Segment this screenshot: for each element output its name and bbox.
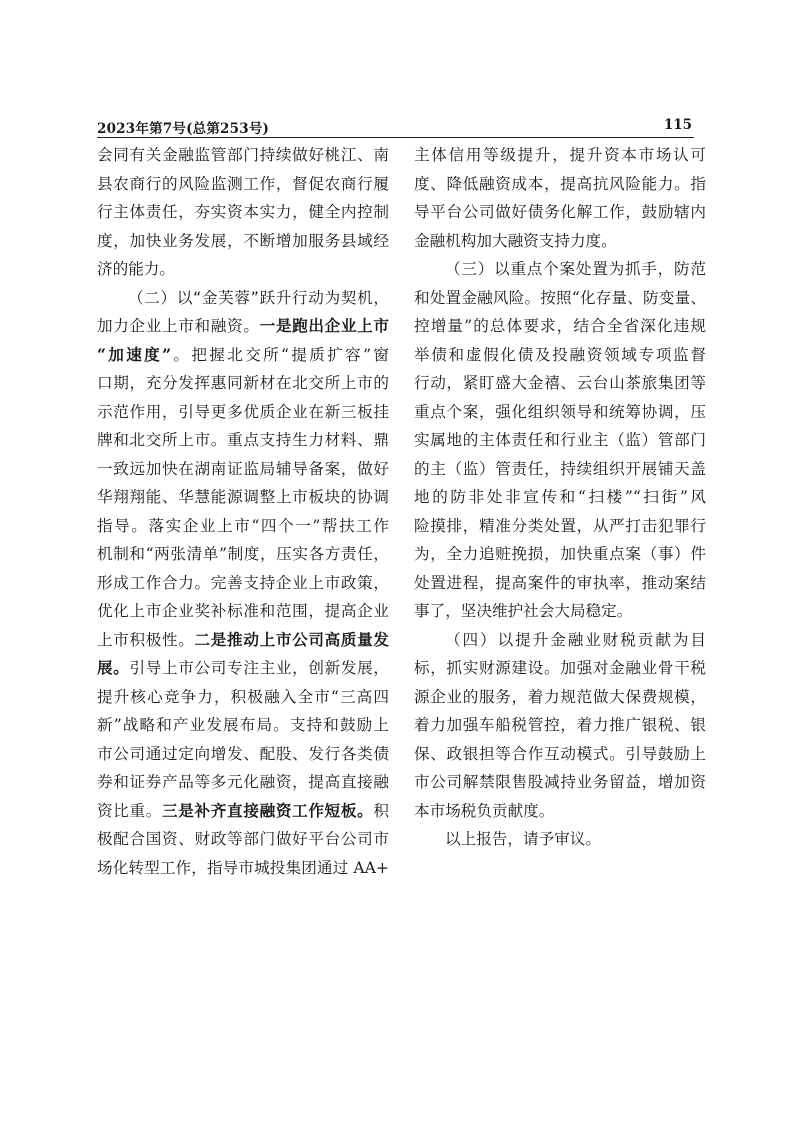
text-line: [97, 398, 389, 427]
text-line: [97, 711, 389, 740]
text-line: [414, 426, 706, 455]
body-text: 指导。落实企业上市“四个一”帮扶工作: [97, 516, 389, 535]
body-text: 市公司通过定向增发、配股、发行各类债: [97, 744, 389, 763]
body-text: 举债和虚假化债及投融资领域专项监督: [414, 345, 706, 364]
body-text: 上市积极性。: [97, 630, 195, 649]
text-line: [414, 825, 706, 854]
text-line: [414, 483, 706, 512]
text-line: [97, 341, 389, 370]
body-text: 源企业的服务，着力规范做大保费规模，: [414, 687, 706, 706]
body-text: 事了，坚决维护社会大局稳定。: [414, 602, 633, 620]
text-line: [97, 170, 389, 199]
body-text: 提升核心竞争力，积极融入全市“三高四: [97, 687, 389, 706]
bold-phrase: “加速度”: [97, 344, 172, 364]
section-heading-text: 标，抓实财源建设。: [414, 659, 561, 677]
body-text: 。把握北交所“提质扩容”窗: [171, 345, 389, 364]
left-text-column: [97, 141, 389, 882]
text-line: [414, 141, 706, 170]
body-text: 金融机构加大融资支持力度。: [414, 231, 617, 250]
body-text: 控增量”的总体要求，结合全省深化违规: [414, 317, 706, 335]
body-text: 积: [373, 801, 389, 820]
body-text: 示范作用，引导更多优质企业在新三板挂: [97, 402, 389, 421]
text-line: [414, 512, 706, 541]
text-line: [414, 255, 706, 284]
text-line: [414, 312, 706, 341]
text-line: [97, 483, 389, 512]
text-line: [97, 797, 389, 826]
body-text: 重点个案，强化组织领导和统筹协调，压: [414, 402, 706, 421]
text-line: [414, 540, 706, 569]
text-line: [97, 768, 389, 797]
text-line: [97, 740, 389, 769]
text-line: [414, 683, 706, 712]
text-line: [414, 740, 706, 769]
text-line: [414, 198, 706, 227]
body-text: 优化上市企业奖补标准和范围，提高企业: [97, 602, 389, 620]
body-text: 引导上市公司专注主业，创新发展，: [129, 659, 389, 677]
text-line: [97, 198, 389, 227]
section-heading-text: 和处置金融风险。: [414, 288, 541, 307]
text-line: [97, 626, 389, 655]
body-text: 新”战略和产业发展布局。支持和鼓励上: [97, 716, 389, 734]
body-text: 华翔翔能、华慧能源调整上市板块的协调: [97, 488, 389, 506]
body-text: 以上报告，请予审议。: [445, 830, 601, 848]
text-line: [97, 683, 389, 712]
body-text: 牌和北交所上市。重点支持生力材料、鼎: [97, 431, 389, 449]
bold-phrase: 一是跑出企业上市: [259, 316, 389, 335]
body-text: 保、政银担等合作互动模式。引导鼓励上: [414, 744, 706, 763]
body-text: 按照“化存量、防变量、: [540, 288, 706, 307]
text-line: [97, 141, 389, 170]
body-text: 市公司解禁限售股减持业务留益，增加资: [414, 773, 706, 791]
issue-label: 2023年第7号(总第253号): [97, 121, 270, 137]
body-text: 地的防非处非宣传和“扫楼”“扫街”风: [414, 488, 706, 506]
text-line: [414, 597, 706, 626]
bold-phrase: 三是补齐直接融资工作短板。: [162, 800, 374, 820]
body-text: 险摸排，精准分类处置，从严打击犯罪行: [414, 516, 706, 535]
text-line: [97, 227, 389, 256]
text-line: [97, 569, 389, 598]
text-line: [97, 312, 389, 341]
body-text: 实属地的主体责任和行业主（监）管部门: [414, 431, 706, 449]
body-text: 本市场税负贡献度。: [414, 801, 555, 820]
text-line: [97, 255, 389, 284]
bold-phrase: 二是推动上市公司高质量发: [194, 629, 389, 649]
body-text: 口期，充分发挥惠同新材在北交所上市的: [97, 374, 389, 392]
right-text-column: [414, 141, 706, 854]
text-line: [414, 398, 706, 427]
body-text: 券和证券产品等多元化融资，提高直接融: [97, 773, 389, 791]
body-text: 度、降低融资成本，提高抗风险能力。指: [414, 174, 706, 193]
text-line: [414, 170, 706, 199]
body-text: 会同有关金融监管部门持续做好桃江、南: [97, 146, 389, 164]
body-text: 着力加强车船税管控，着力推广银税、银: [414, 716, 706, 734]
body-text: 一致远加快在湖南证监局辅导备案，做好: [97, 459, 389, 478]
text-line: [414, 341, 706, 370]
text-line: [97, 854, 389, 883]
body-text: 为，全力追赃挽损，加快重点案（事）件: [414, 545, 706, 563]
section-heading-text: （二）以“金芙蓉”跃升行动为契机，: [128, 288, 389, 307]
body-text: 加强对金融业骨干税: [560, 659, 706, 677]
body-text: 场化转型工作，指导市城投集团通过 AA+: [97, 858, 389, 877]
text-line: [414, 626, 706, 655]
text-line: [414, 227, 706, 256]
text-line: [97, 825, 389, 854]
text-line: [97, 597, 389, 626]
body-text: 导平台公司做好债务化解工作，鼓励辖内: [414, 203, 706, 221]
text-line: [97, 369, 389, 398]
text-line: [414, 369, 706, 398]
text-line: [414, 768, 706, 797]
body-text: 极配合国资、财政等部门做好平台公司市: [97, 830, 389, 848]
body-text: 行动，紧盯盛大金禧、云台山茶旅集团等: [414, 374, 706, 392]
body-text: 机制和“两张清单”制度，压实各方责任，: [97, 545, 389, 563]
body-text: 济的能力。: [97, 260, 175, 278]
text-line: [414, 455, 706, 484]
page-number: 115: [663, 117, 692, 133]
text-line: [414, 654, 706, 683]
body-text: 的主（监）管责任，持续组织开展铺天盖: [414, 459, 706, 478]
body-text: 主体信用等级提升，提升资本市场认可: [414, 146, 706, 164]
text-line: [97, 540, 389, 569]
body-text: 县农商行的风险监测工作，督促农商行履: [97, 174, 389, 193]
section-heading-text: 加力企业上市和融资。: [97, 317, 260, 335]
section-heading-text: （四）以提升金融业财税贡献为目: [445, 630, 706, 649]
bold-phrase: 展。: [97, 658, 130, 677]
section-heading-text: （三）以重点个案处置为抓手，防范: [445, 260, 706, 278]
text-line: [414, 797, 706, 826]
body-text: 形成工作合力。完善支持企业上市政策，: [97, 573, 389, 592]
page-header: [97, 117, 694, 138]
text-line: [97, 654, 389, 683]
text-line: [97, 455, 389, 484]
text-line: [97, 284, 389, 313]
text-line: [414, 569, 706, 598]
body-text: 资比重。: [97, 801, 163, 820]
text-line: [414, 711, 706, 740]
body-text: 行主体责任，夯实资本实力，健全内控制: [97, 203, 389, 221]
text-line: [97, 512, 389, 541]
body-text: 度，加快业务发展，不断增加服务县域经: [97, 231, 389, 250]
body-text: 处置进程，提高案件的审执率，推动案结: [414, 573, 706, 592]
text-line: [97, 426, 389, 455]
text-line: [414, 284, 706, 313]
